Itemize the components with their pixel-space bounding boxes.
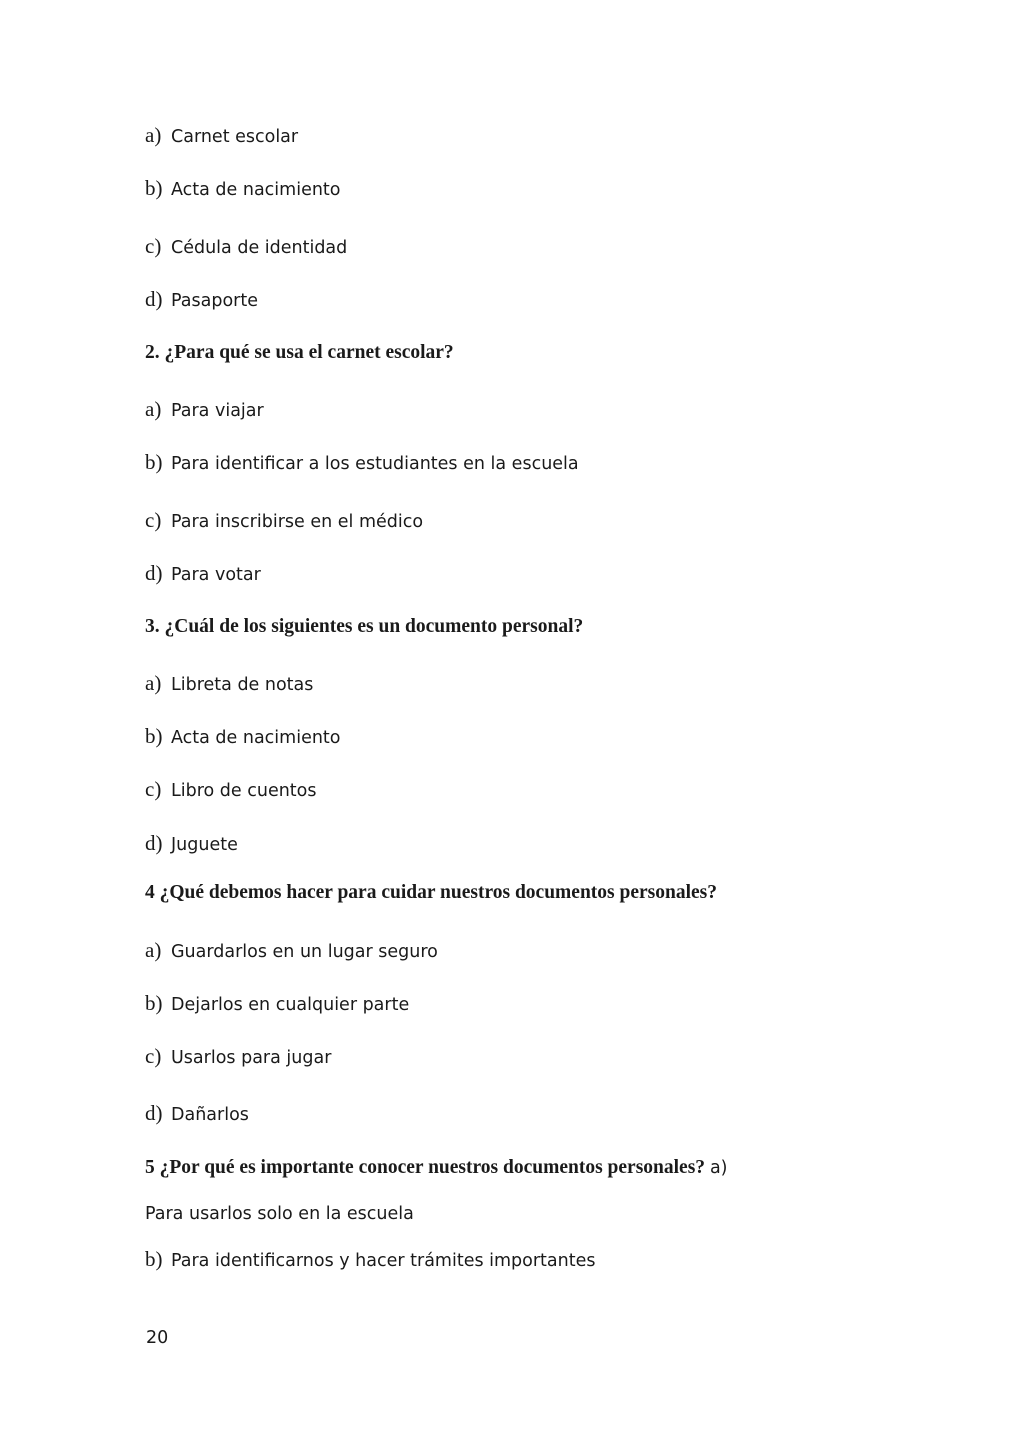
question-5 [145, 1158, 728, 1178]
option-letter: d) [145, 287, 163, 311]
q4-option-d [145, 1103, 249, 1125]
option-text: Acta de nacimiento [171, 180, 341, 200]
q4-option-c [145, 1046, 331, 1068]
option-letter: b) [145, 450, 163, 474]
option-letter: a) [145, 671, 162, 695]
option-text: Para identificarnos y hacer trámites importantes [171, 1251, 596, 1271]
option-letter: b) [145, 176, 163, 200]
q3-option-d [145, 833, 238, 855]
option-letter: a) [145, 938, 162, 962]
option-text: Dejarlos en cualquier parte [171, 995, 410, 1015]
page-number: 20 [146, 1328, 169, 1348]
q4-option-b [145, 993, 409, 1015]
option-text: Dañarlos [171, 1105, 249, 1125]
q1-option-d [145, 289, 258, 311]
option-letter: b) [145, 724, 163, 748]
q1-option-b [145, 178, 341, 200]
question-2: 2. ¿Para qué se usa el carnet escolar? [145, 342, 454, 363]
option-letter: b) [145, 991, 163, 1015]
option-text: Juguete [171, 835, 238, 855]
q3-option-c [145, 779, 317, 801]
question-3: 3. ¿Cuál de los siguientes es un documento personal? [145, 616, 584, 637]
option-text: Usarlos para jugar [171, 1048, 332, 1068]
option-text: Pasaporte [171, 291, 258, 311]
option-letter: c) [145, 777, 162, 801]
option-letter: c) [145, 234, 162, 258]
option-letter: d) [145, 831, 163, 855]
option-text: Libro de cuentos [171, 781, 317, 801]
option-text: Guardarlos en un lugar seguro [171, 942, 438, 962]
q5-option-a-letter: a) [709, 1158, 728, 1178]
q3-option-b [145, 726, 341, 748]
q2-option-d [145, 563, 261, 585]
option-letter: a) [145, 123, 162, 147]
option-letter: b) [145, 1247, 163, 1271]
option-text: Para inscribirse en el médico [171, 512, 424, 532]
option-text: Para identificar a los estudiantes en la escuela [171, 454, 579, 474]
q5-option-a-text: Para usarlos solo en la escuela [145, 1204, 414, 1224]
q2-option-c [145, 510, 423, 532]
q1-option-a [145, 125, 298, 147]
option-letter: c) [145, 508, 162, 532]
option-text: Acta de nacimiento [171, 728, 341, 748]
q2-option-a [145, 399, 264, 421]
q3-option-a [145, 673, 313, 695]
option-letter: d) [145, 1101, 163, 1125]
q5-option-b [145, 1249, 595, 1271]
option-letter: d) [145, 561, 163, 585]
question-5-text: 5 ¿Por qué es importante conocer nuestros documentos personales? [145, 1157, 706, 1178]
q4-option-a [145, 940, 438, 962]
question-4: 4 ¿Qué debemos hacer para cuidar nuestros documentos personales? [145, 882, 718, 903]
q1-option-c [145, 236, 347, 258]
option-letter: a) [145, 397, 162, 421]
option-text: Libreta de notas [171, 675, 314, 695]
option-text: Cédula de identidad [171, 238, 348, 258]
option-text: Carnet escolar [171, 127, 299, 147]
option-text: Para votar [171, 565, 261, 585]
option-letter: c) [145, 1044, 162, 1068]
option-text: Para viajar [171, 401, 264, 421]
q2-option-b [145, 452, 579, 474]
